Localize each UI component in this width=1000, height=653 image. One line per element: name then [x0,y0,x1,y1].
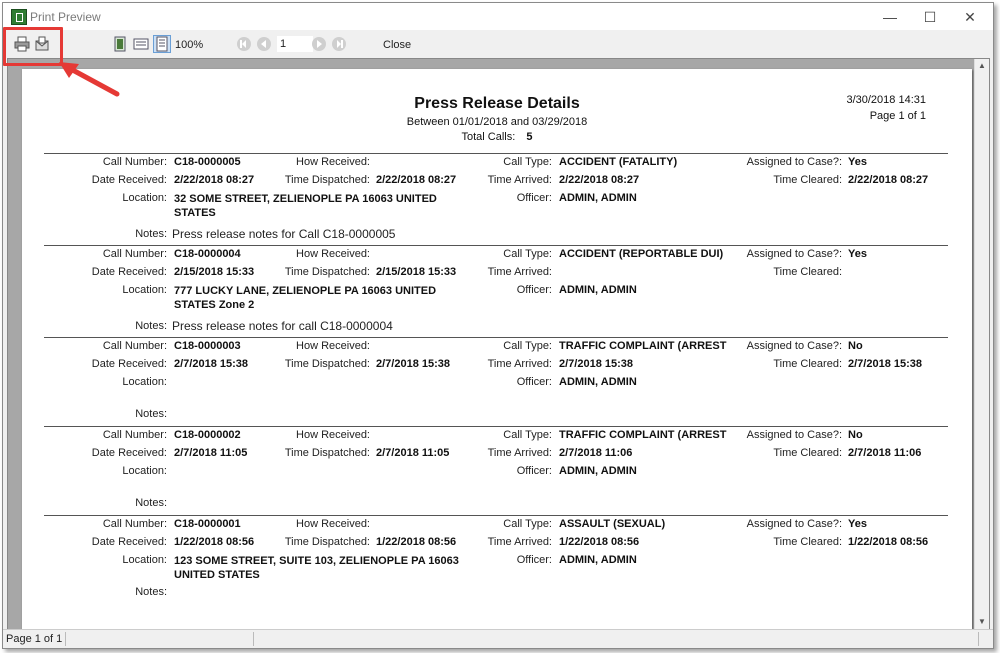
officer-label: Officer: [516,554,552,566]
call-type-value: TRAFFIC COMPLAINT (ARREST [559,429,727,441]
close-preview-button[interactable]: Close [383,39,412,51]
notes-value: Press release notes for call C18-0000004 [172,319,393,333]
time-cleared-label: Time Cleared: [773,358,842,370]
call-number-value: C18-0000001 [174,518,241,530]
time-arrived-value: 1/22/2018 08:56 [559,536,640,548]
report-printed-date: 3/30/2018 14:31 [846,94,926,106]
notes-label: Notes: [135,497,167,509]
date-received-label: Date Received: [91,174,167,186]
location-label: Location: [122,284,167,296]
call-record [44,245,948,338]
call-record [44,426,948,516]
time-arrived-label: Time Arrived: [487,174,552,186]
assigned-value: No [848,429,863,441]
previous-page-button[interactable] [255,35,273,53]
call-type-label: Call Type: [503,518,552,530]
officer-label: Officer: [516,465,552,477]
call-number-label: Call Number: [102,429,167,441]
call-type-value: TRAFFIC COMPLAINT (ARREST [559,340,727,352]
time-cleared-label: Time Cleared: [773,266,842,278]
total-label: Total Calls: [461,131,516,143]
time-arrived-label: Time Arrived: [487,536,552,548]
date-received-label: Date Received: [91,266,167,278]
assigned-value: Yes [848,518,867,530]
notes-label: Notes: [135,586,167,598]
page-icon [112,36,128,52]
call-record [44,515,948,608]
toolbar [3,30,993,58]
preview-area[interactable] [7,58,990,630]
officer-label: Officer: [516,284,552,296]
time-arrived-label: Time Arrived: [487,447,552,459]
call-number-value: C18-0000003 [174,340,241,352]
assigned-label: Assigned to Case?: [746,429,842,441]
location-label: Location: [122,192,167,204]
how-received-label: How Received: [296,340,370,352]
call-number-label: Call Number: [102,340,167,352]
assigned-label: Assigned to Case?: [746,340,842,352]
call-type-label: Call Type: [503,340,552,352]
scroll-down-icon[interactable]: ▼ [978,617,986,626]
next-page-button[interactable] [310,35,328,53]
call-type-value: ACCIDENT (REPORTABLE DUI) [559,248,724,260]
report-title: Press Release Details [414,95,580,112]
next-page-icon [311,36,327,52]
status-divider [978,632,979,646]
whole-page-button[interactable] [153,35,171,53]
report-total [22,131,972,143]
assigned-label: Assigned to Case?: [746,248,842,260]
date-received-value: 1/22/2018 08:56 [174,536,255,548]
time-dispatched-value: 2/22/2018 08:27 [376,174,457,186]
time-cleared-value: 2/7/2018 11:06 [848,447,922,459]
officer-label: Officer: [516,192,552,204]
last-page-icon [331,36,347,52]
time-dispatched-value: 2/15/2018 15:33 [376,266,457,278]
location-label: Location: [122,376,167,388]
notes-label: Notes: [135,408,167,420]
call-type-label: Call Type: [503,248,552,260]
notes-label: Notes: [135,228,167,240]
page-width-button[interactable] [132,35,150,53]
page-number-input[interactable] [277,36,313,52]
officer-label: Officer: [516,376,552,388]
call-type-label: Call Type: [503,429,552,441]
time-arrived-value: 2/22/2018 08:27 [559,174,640,186]
location-label: Location: [122,554,167,566]
whole-page-icon [154,36,170,52]
date-received-value: 2/22/2018 08:27 [174,174,255,186]
how-received-label: How Received: [296,156,370,168]
vertical-scrollbar[interactable] [974,59,989,629]
status-divider [65,632,66,646]
assigned-label: Assigned to Case?: [746,156,842,168]
highlight-box [3,27,63,66]
report-page-number: Page 1 of 1 [869,110,926,122]
single-page-button[interactable] [111,35,129,53]
total-value: 5 [526,131,533,143]
officer-value: ADMIN, ADMIN [559,554,637,566]
assigned-label: Assigned to Case?: [746,518,842,530]
previous-page-icon [256,36,272,52]
print-preview-window [2,2,994,649]
page-width-icon [133,36,149,52]
maximize-button[interactable]: ☐ [923,9,937,25]
zoom-level[interactable]: 100% [175,39,204,51]
officer-value: ADMIN, ADMIN [559,465,637,477]
call-number-value: C18-0000002 [174,429,241,441]
call-number-value: C18-0000004 [174,248,241,260]
officer-value: ADMIN, ADMIN [559,284,637,296]
location-value: 32 SOME STREET, ZELIENOPLE PA 16063 UNITED STATES [174,193,437,219]
time-dispatched-value: 2/7/2018 11:05 [376,447,450,459]
location-value: 123 SOME STREET, SUITE 103, ZELIENOPLE PA 16063 UNITED STATES [174,555,459,581]
time-arrived-label: Time Arrived: [487,266,552,278]
call-type-value: ACCIDENT (FATALITY) [559,156,678,168]
pointer-arrow [55,56,125,101]
assigned-value: No [848,340,863,352]
time-dispatched-value: 2/7/2018 15:38 [376,358,451,370]
call-number-label: Call Number: [102,156,167,168]
time-dispatched-label: Time Dispatched: [284,358,370,370]
officer-value: ADMIN, ADMIN [559,376,637,388]
last-page-button[interactable] [330,35,348,53]
time-cleared-value: 2/22/2018 08:27 [848,174,929,186]
date-received-value: 2/7/2018 11:05 [174,447,248,459]
time-cleared-label: Time Cleared: [773,447,842,459]
title-bar [3,3,993,30]
call-number-value: C18-0000005 [174,156,241,168]
call-record [44,153,948,246]
location-value: 777 LUCKY LANE, ZELIENOPLE PA 16063 UNITED STATES Zone 2 [174,285,437,311]
call-record [44,337,948,427]
location-label: Location: [122,465,167,477]
report-date-range: Between 01/01/2018 and 03/29/2018 [406,116,588,128]
report-page [22,69,972,629]
date-received-value: 2/15/2018 15:33 [174,266,255,278]
notes-label: Notes: [135,320,167,332]
time-cleared-label: Time Cleared: [773,536,842,548]
time-dispatched-value: 1/22/2018 08:56 [376,536,457,548]
app-icon [11,9,27,25]
call-type-label: Call Type: [503,156,552,168]
how-received-label: How Received: [296,248,370,260]
close-window-button[interactable]: ✕ [964,9,976,25]
date-received-label: Date Received: [91,358,167,370]
date-received-label: Date Received: [91,536,167,548]
time-dispatched-label: Time Dispatched: [284,174,370,186]
call-number-label: Call Number: [102,518,167,530]
time-arrived-value: 2/7/2018 15:38 [559,358,634,370]
status-divider [253,632,254,646]
how-received-label: How Received: [296,429,370,441]
time-cleared-value: 1/22/2018 08:56 [848,536,929,548]
scroll-up-icon[interactable]: ▲ [978,61,986,70]
window-title: Print Preview [30,10,101,24]
time-arrived-value: 2/7/2018 11:06 [559,447,633,459]
assigned-value: Yes [848,248,867,260]
date-received-label: Date Received: [91,447,167,459]
call-type-value: ASSAULT (SEXUAL) [559,518,666,530]
time-dispatched-label: Time Dispatched: [284,536,370,548]
officer-value: ADMIN, ADMIN [559,192,637,204]
minimize-button[interactable]: — [883,9,897,25]
first-page-button[interactable] [235,35,253,53]
call-number-label: Call Number: [102,248,167,260]
time-cleared-label: Time Cleared: [773,174,842,186]
how-received-label: How Received: [296,518,370,530]
date-received-value: 2/7/2018 15:38 [174,358,249,370]
time-arrived-label: Time Arrived: [487,358,552,370]
time-dispatched-label: Time Dispatched: [284,266,370,278]
time-cleared-value: 2/7/2018 15:38 [848,358,923,370]
first-page-icon [236,36,252,52]
time-dispatched-label: Time Dispatched: [284,447,370,459]
status-bar [3,629,993,649]
status-page: Page 1 of 1 [6,633,63,645]
notes-value: Press release notes for Call C18-0000005 [172,227,396,241]
assigned-value: Yes [848,156,867,168]
